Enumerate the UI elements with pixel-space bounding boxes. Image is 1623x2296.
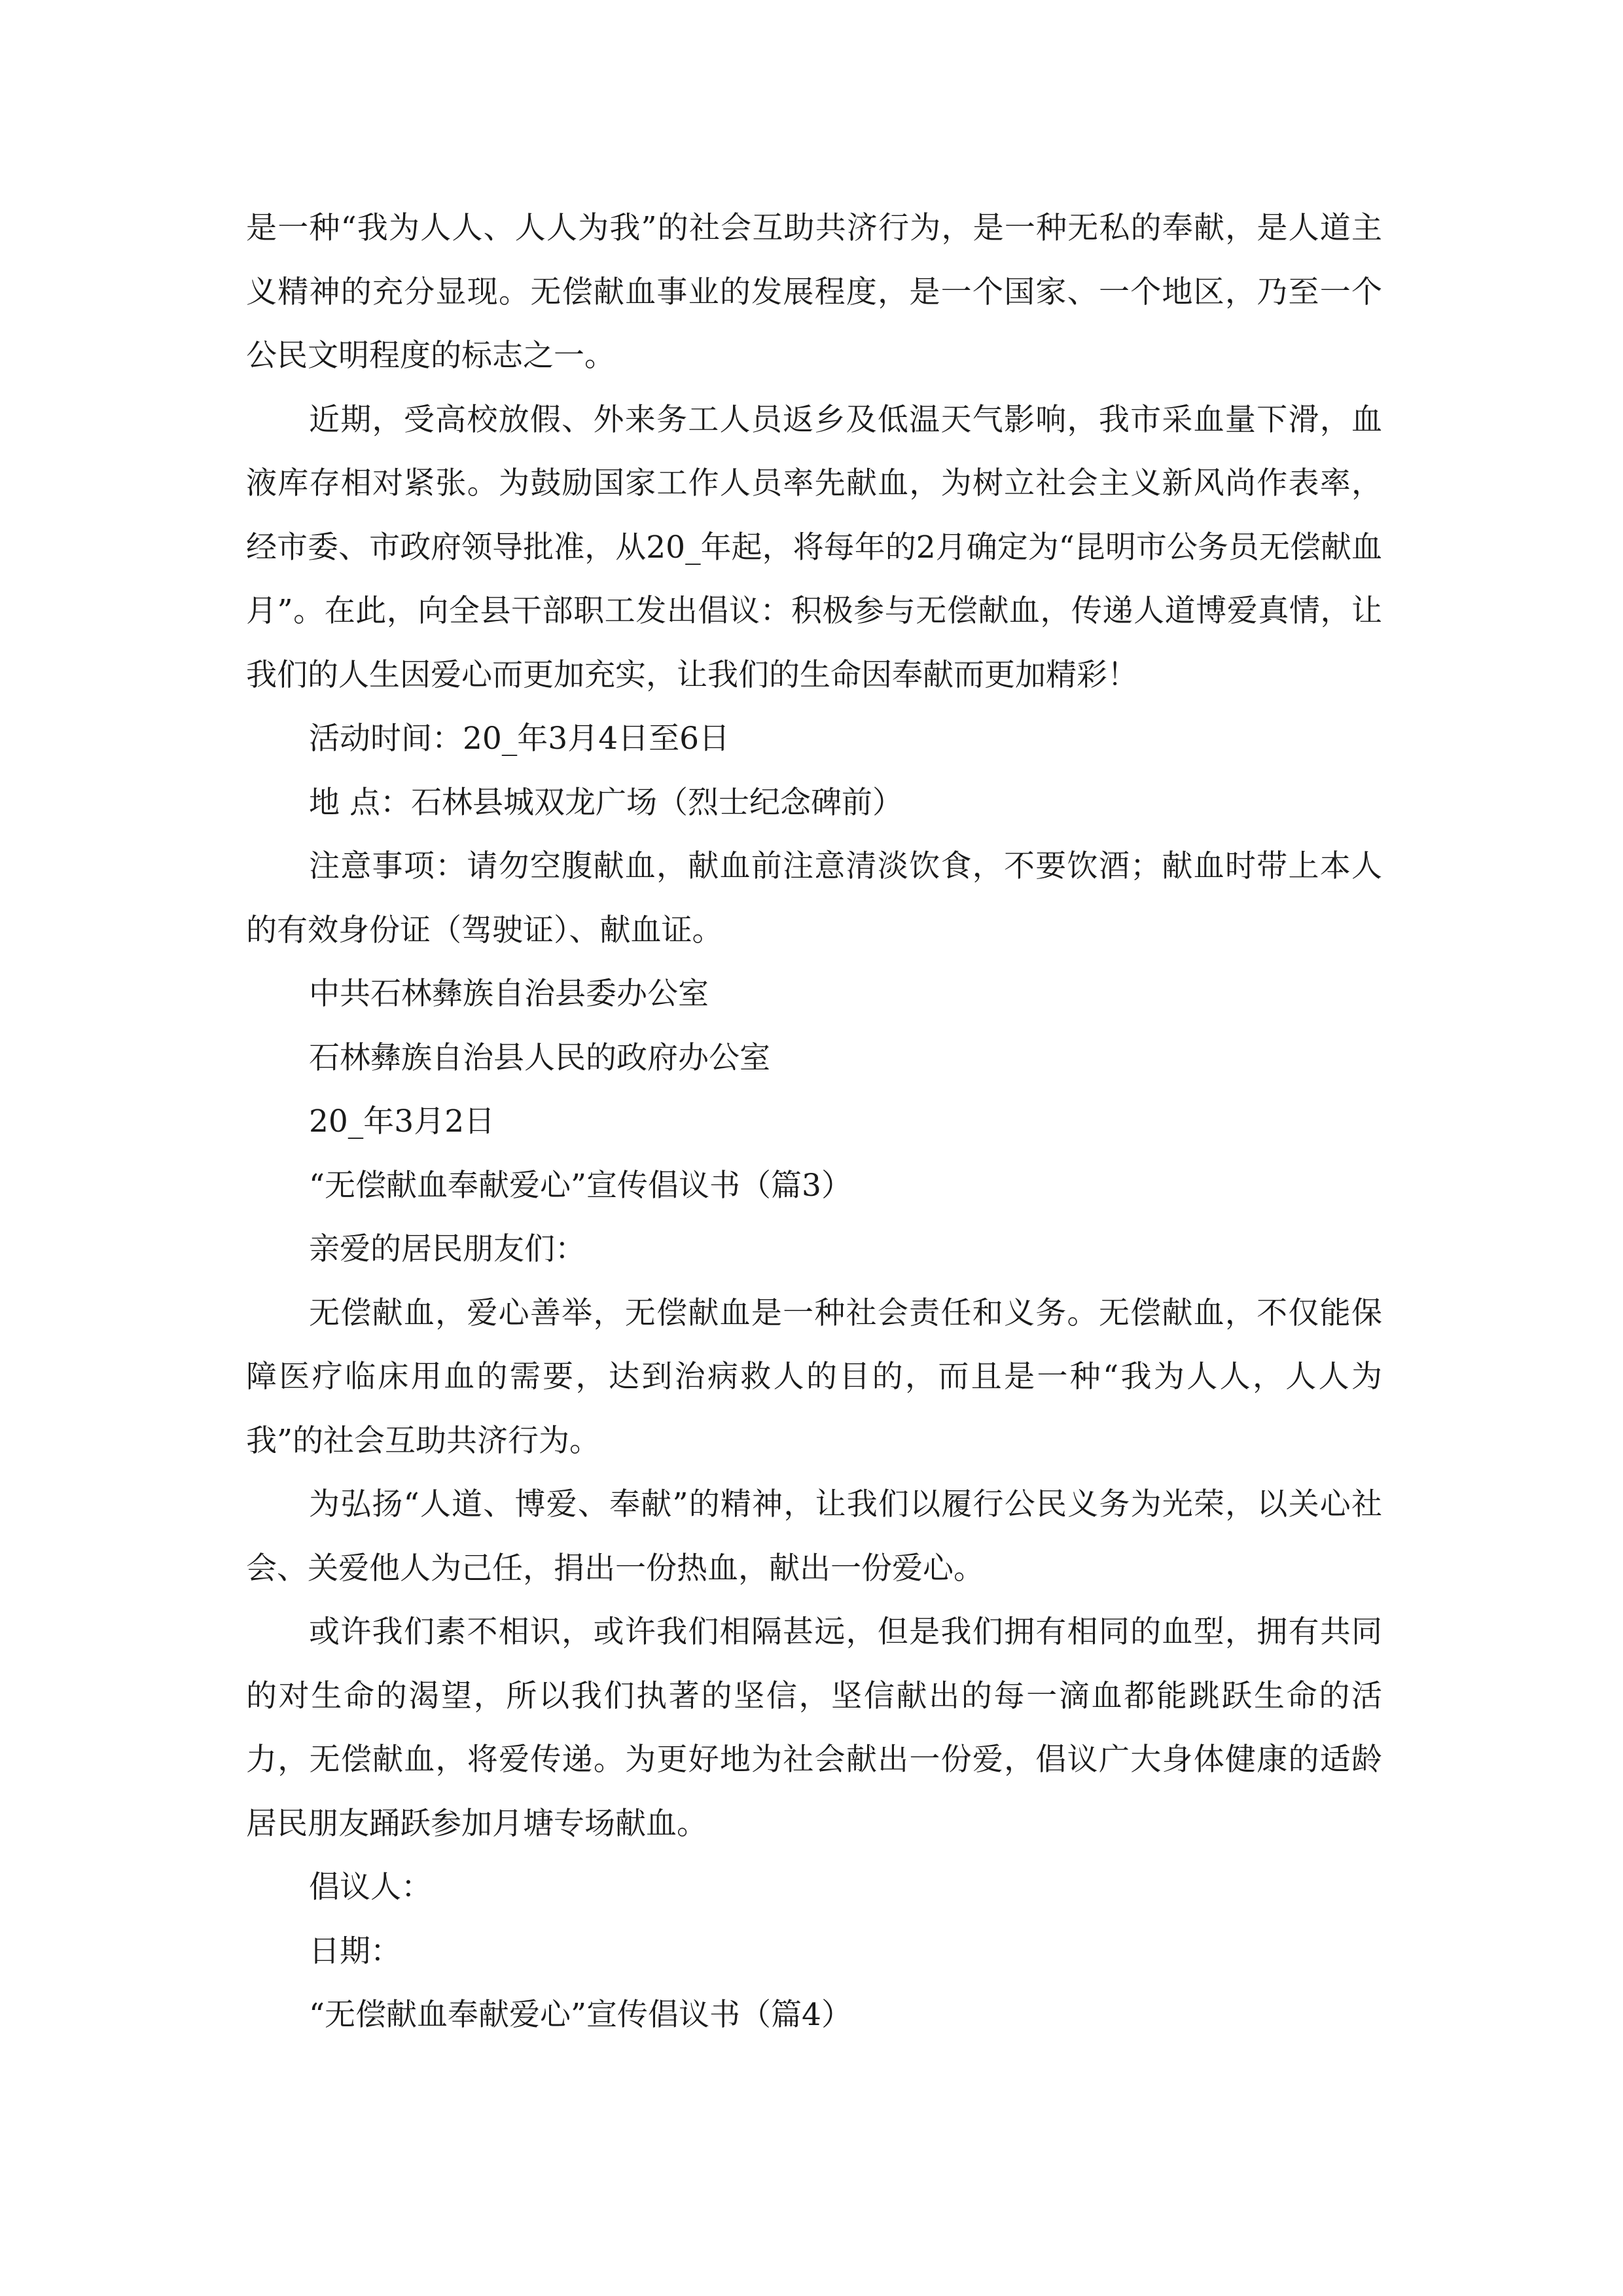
paragraph-recent-situation: 近期，受高校放假、外来务工人员返乡及低温天气影响，我市采血量下滑，血液库存相对紧张。为鼓励国家工作人员率先献血，为树立社会主义新风尚作表率，经市委、市政府领导批准，从20_年起，将每年的2月确定为“昆明市公务员无偿献血月”。在此，向全县干部职工发出倡议：积极参与无偿献血，传递人道博爱真情，让我们的人生因爱心而更加充实，让我们的生命因奉献而更加精彩！: [246, 401, 1382, 693]
paragraph-promote-spirit: 为弘扬“人道、博爱、奉献”的精神，让我们以履行公民义务为光荣，以关心社会、关爱他人为己任，捐出一份热血，献出一份爱心。: [246, 1486, 1382, 1587]
date-label: 日期：: [309, 1933, 401, 1969]
notes: 注意事项：请勿空腹献血，献血前注意清淡饮食，不要饮酒；献血时带上本人的有效身份证（驾驶证）、献血证。: [246, 848, 1382, 948]
initiator-label: 倡议人：: [309, 1869, 432, 1905]
section-heading-part-4: “无偿献血奉献爱心”宣传倡议书（篇4）: [309, 1997, 852, 2033]
salutation: 亲爱的居民朋友们：: [309, 1231, 586, 1267]
paragraph-blood-donation-duty: 无偿献血，爱心善举，无偿献血是一种社会责任和义务。无偿献血，不仅能保障医疗临床用血的需要，达到治病救人的目的，而且是一种“我为人人，人人为我”的社会互助共济行为。: [246, 1295, 1382, 1459]
paragraph-call-to-action: 或许我们素不相识，或许我们相隔甚远，但是我们拥有相同的血型，拥有共同的对生命的渴望，所以我们执著的坚信，坚信献出的每一滴血都能跳跃生命的活力，无偿献血，将爱传递。为更好地为社会献出一份爱，倡议广大身体健康的适龄居民朋友踊跃参加月塘专场献血。: [246, 1614, 1382, 1842]
activity-time: 活动时间：20_年3月4日至6日: [309, 721, 730, 757]
activity-location: 地 点：石林县城双龙广场（烈士纪念碑前）: [309, 784, 903, 821]
document-body: [246, 196, 1382, 2047]
section-heading-part-3: “无偿献血奉献爱心”宣传倡议书（篇3）: [309, 1167, 852, 1204]
signature-government-office: 石林彝族自治县人民的政府办公室: [309, 1039, 770, 1076]
signature-date: 20_年3月2日: [309, 1103, 495, 1139]
paragraph-continuation: 是一种“我为人人、人人为我”的社会互助共济行为，是一种无私的奉献，是人道主义精神的充分显现。无偿献血事业的发展程度，是一个国家、一个地区，乃至一个公民文明程度的标志之一。: [246, 210, 1382, 374]
signature-committee-office: 中共石林彝族自治县委办公室: [309, 976, 709, 1012]
